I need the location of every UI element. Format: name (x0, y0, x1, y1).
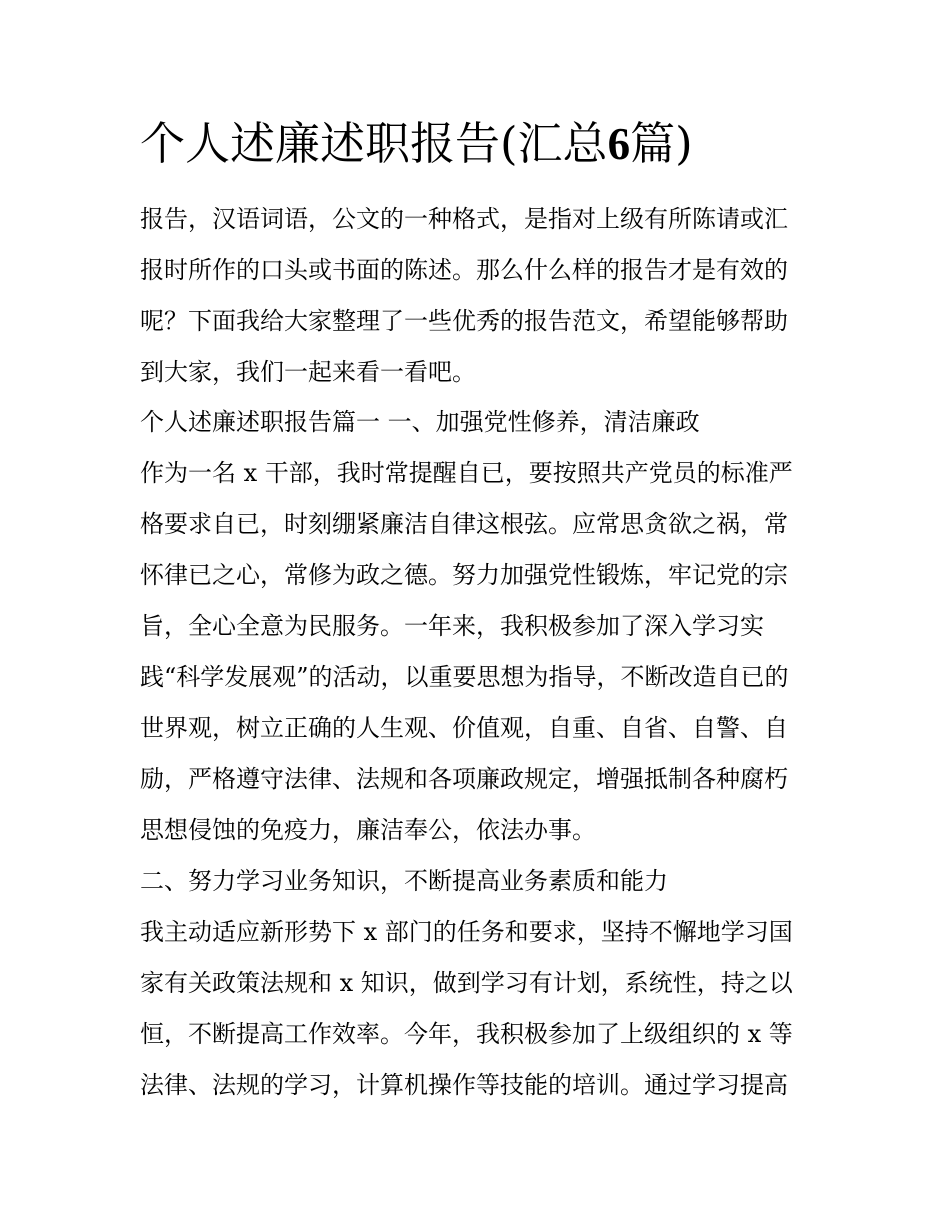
title-suffix: 篇) (630, 117, 693, 170)
body-line-11: 世界观，树立正确的人生观、价值观，自重、自省、自警、自 (140, 714, 788, 742)
body-line-3: 呢？下面我给大家整理了一些优秀的报告范文，希望能够帮助 (140, 307, 788, 335)
section-heading-1: 个人述廉述职报告篇一 一、加强党性修养，清洁廉政 (140, 408, 700, 436)
body-line-13: 思想侵蚀的免疫力，廉洁奉公，依法办事。 (140, 816, 596, 844)
body-line-15: 我主动适应新形势下 x 部门的任务和要求，坚持不懈地学习国 (140, 918, 793, 946)
body-line-1: 报告，汉语词语，公文的一种格式，是指对上级有所陈请或汇 (140, 205, 788, 233)
body-line-18: 法律、法规的学习，计算机操作等技能的培训。通过学习提高 (140, 1071, 788, 1099)
title-number: 6 (607, 119, 631, 169)
title-prefix: 个人述廉述职报告(汇总 (140, 117, 608, 170)
body-line-7: 格要求自已，时刻绷紧廉洁自律这根弦。应常思贪欲之祸，常 (140, 510, 788, 538)
body-line-8: 怀律已之心，常修为政之德。努力加强党性锻炼，牢记党的宗 (140, 561, 788, 589)
section-heading-2: 二、努力学习业务知识，不断提高业务素质和能力 (140, 867, 668, 895)
body-line-10: 践“科学发展观”的活动，以重要思想为指导，不断改造自已的 (140, 663, 789, 691)
body-line-2: 报时所作的口头或书面的陈述。那么什么样的报告才是有效的 (140, 256, 788, 284)
body-line-17: 恒，不断提高工作效率。今年，我积极参加了上级组织的 x 等 (140, 1020, 793, 1048)
body-line-6: 作为一名 x 干部，我时常提醒自已，要按照共产党员的标准严 (140, 459, 793, 487)
body-line-9: 旨，全心全意为民服务。一年来，我积极参加了深入学习实 (140, 612, 764, 640)
body-line-12: 励，严格遵守法律、法规和各项廉政规定，增强抵制各种腐朽 (140, 765, 788, 793)
document-title (140, 112, 820, 176)
body-line-4: 到大家，我们一起来看一看吧。 (140, 358, 476, 386)
body-line-16: 家有关政策法规和 x 知识，做到学习有计划，系统性，持之以 (140, 969, 793, 997)
